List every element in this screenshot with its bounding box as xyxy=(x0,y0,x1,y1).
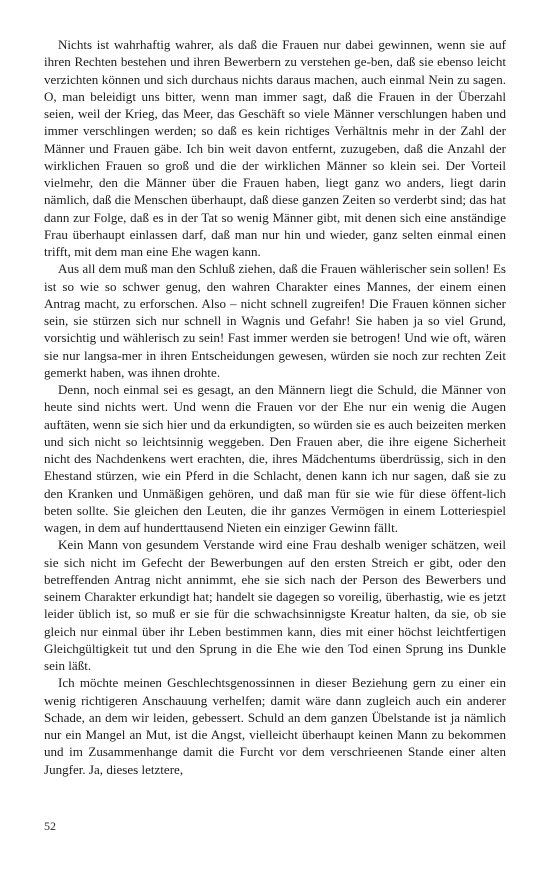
paragraph-2: Aus all dem muß man den Schluß ziehen, daß die Frauen wählerischer sein sollen! Es ist so wie so schwer genug, den wahren Charakter eines Mannes, der einem einen Antrag macht, zu erforschen. Also – nicht schnell zugreifen! Die Frauen können sicher sein, sie stürzen sich nur schnell in Wagnis und Gefahr! Sie haben ja so viel Grund, vorsichtig und wählerisch zu sein! Fast immer werden sie betrogen! Und wie oft, wären sie nur langsa-mer in ihren Entscheidungen gewesen, würden sie noch zur rechten Zeit gemerkt haben, was ihnen drohte. xyxy=(44,261,506,380)
paragraph-5: Ich möchte meinen Geschlechtsgenossinnen in dieser Beziehung gern zu einer ein wenig richtigeren Anschauung verhelfen; damit wäre dann zugleich auch ein anderer Schade, an dem wir leiden, gebessert. Schuld an dem ganzen Übelstande ist ja nämlich nur ein Mangel an Mut, ist die Angst, vielleicht überhaupt keinen Mann zu bekommen und im Zusammenhange damit die Furcht vor dem verschrieenen Stande einer alten Jungfer. Ja, dieses letztere, xyxy=(44,675,506,777)
paragraph-1: Nichts ist wahrhaftig wahrer, als daß die Frauen nur dabei gewinnen, wenn sie auf ihren Rechten bestehen und ihren Bewerbern zu verstehen ge-ben, daß sie ebenso leicht verzichten können und sich durchaus nichts daraus machen, auch einmal Nein zu sagen. O, man beleidigt uns bitter, wenn man immer sagt, daß die Frauen in der Überzahl seien, weil der Krieg, das Meer, das Geschäft so viele Männer verschlungen haben und immer verschlingen werden; so daß es kein richtiges Verhältnis mehr in der Zahl der Männer und Frauen gäbe. Ich bin weit davon entfernt, zuzugeben, daß die Anzahl der wirklichen Frauen so groß und die der wirklichen Männer so klein sei. Der Vorteil vielmehr, den die Männer über die Frauen haben, liegt ganz wo anders, liegt darin nämlich, daß die Menschen überhaupt, daß diese ganzen Zeiten so verderbt sind; das hat dann zur Folge, daß es in der Tat so wenig Männer gibt, mit denen sich eine anständige Frau überhaupt einlassen darf, daß man nur hin und wieder, ganz selten einmal einen trifft, mit dem man eine Ehe wagen kann. xyxy=(44,37,506,259)
paragraph-3: Denn, noch einmal sei es gesagt, an den Männern liegt die Schuld, die Männer von heute sind nichts wert. Und wenn die Frauen vor der Ehe nur ein wenig die Augen auftäten, wenn sie sich hier und da erkundigten, so würden sie es auch beizeiten merken und sich nicht so leichtsinnig weggeben. Den Frauen aber, die ihre eigene Sicherheit nicht des Nachdenkens wert erachten, die, ihres Mädchentums überdrüssig, sich in den Ehestand stürzen, wie ein Pferd in die Schlacht, denen kann ich nur sagen, daß sie zu den Kranken und Unmäßigen gehören, und daß man für sie wie für diese öffent-lich beten sollte. Sie gleichen den Leuten, die ihr ganzes Vermögen in einem Lotteriespiel wagen, in dem auf hunderttausend Nieten ein einziger Gewinn fällt. xyxy=(44,382,506,535)
book-page xyxy=(44,0,506,880)
page-number: 52 xyxy=(44,819,56,833)
body-text xyxy=(44,36,506,778)
paragraph-4: Kein Mann von gesundem Verstande wird eine Frau deshalb weniger schätzen, weil sie sich nicht im Gefecht der Bewerbungen auf den ersten Streich er gibt, oder den betreffenden Antrag nicht annimmt, ehe sie sich nach der Person des Bewerbers und seinem Charakter erkundigt hat; handelt sie dagegen so voreilig, überhastig, wie es jetzt leider üblich ist, so muß er sie für die schwachsinnigste Kreatur halten, da sie, ob sie gleich nur einmal über ihr Leben bestimmen kann, dies mit einer höchst leichtfertigen Gleichgültigkeit tut und den Sprung in die Ehe wie den Tod einen Sprung ins Dunkle sein läßt. xyxy=(44,537,506,673)
